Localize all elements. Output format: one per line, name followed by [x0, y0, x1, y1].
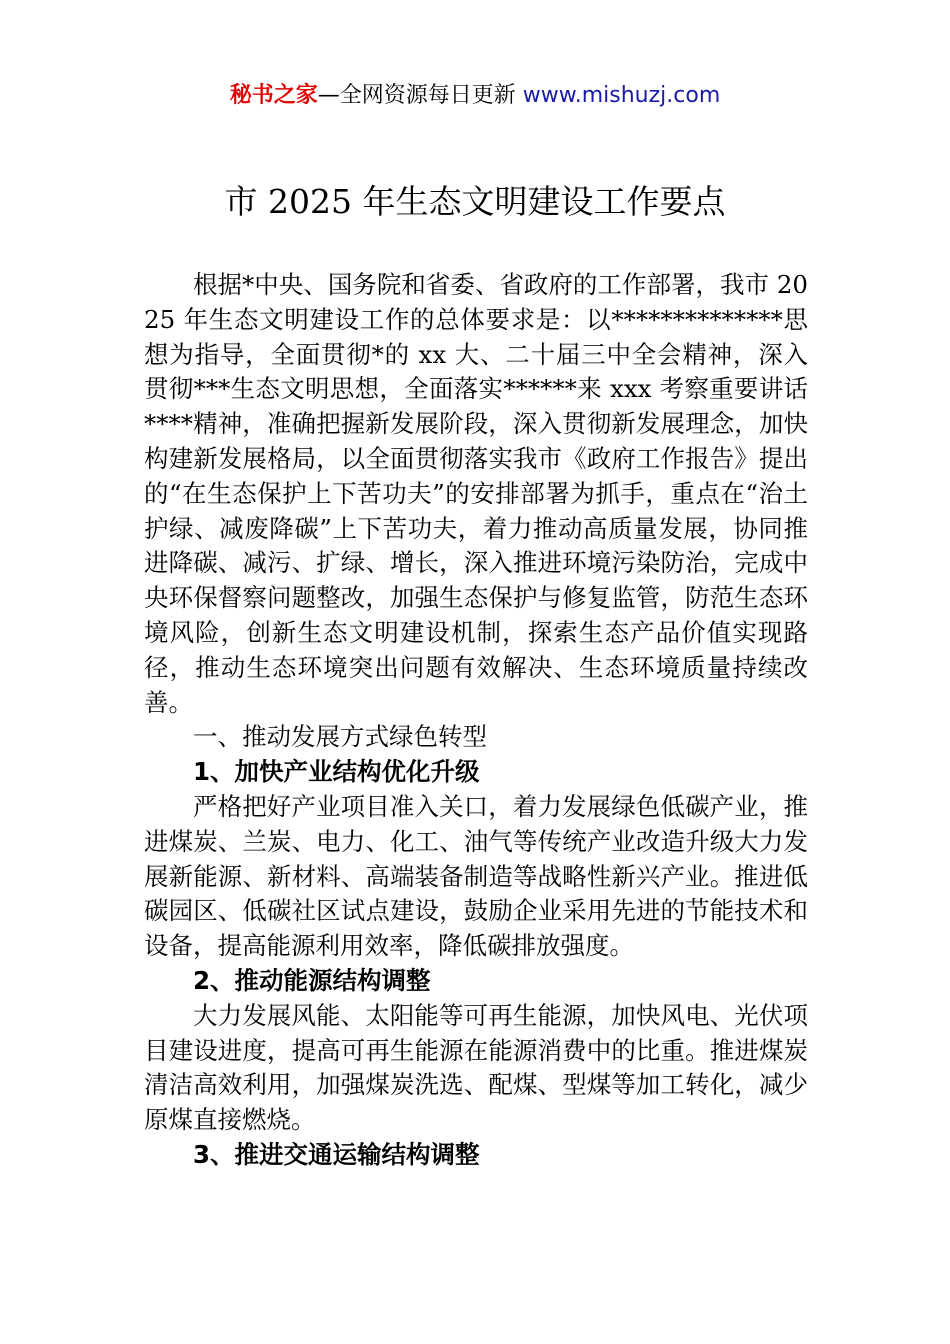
paragraph-1: 严格把好产业项目准入关口，着力发展绿色低碳产业，推进煤炭、兰炭、电力、化工、油气等传统产业改造升级大力发展新能源、新材料、高端装备制造等战略性新兴产业。推进低碳园区、低碳社区试点建设，鼓励企业采用先进的节能技术和设备，提高能源利用效率，降低碳排放强度。: [144, 791, 808, 961]
subheading-3: 3、推进交通运输结构调整: [193, 1139, 480, 1169]
document-title: 市 2025 年生态文明建设工作要点: [224, 182, 726, 221]
intro-paragraph: 根据*中央、国务院和省委、省政府的工作部署，我市 2025 年生态文明建设工作的总体要求是：以**************思想为指导，全面贯彻*的 xx 大、二十届三中全会精神，深入贯彻***生态文明思想，全面落实******来 xxx 考察重要讲话****精神，准确把握新发展阶段，深入贯彻新发展理念，加快构建新发展格局，以全面贯彻落实我市《政府工作报告》提出的“在生态保护上下苦功夫”的安排部署为抓手，重点在“治土护绿、减废降碳”上下苦功夫，着力推动高质量发展，协同推进降碳、减污、扩绿、增长，深入推进环境污染防治，完成中央环保督察问题整改，加强生态保护与修复监管，防范生态环境风险，创新生态文明建设机制，探索生态产品价值实现路径，推动生态环境突出问题有效解决、生态环境质量持续改善。: [144, 270, 808, 717]
subheading-2: 2、推动能源结构调整: [193, 965, 431, 995]
site-tagline: —全网资源每日更新: [317, 83, 523, 108]
site-url-link[interactable]: www.mishuzj.com: [522, 83, 721, 108]
paragraph-2: 大力发展风能、太阳能等可再生能源，加快风电、光伏项目建设进度，提高可再生能源在能源消费中的比重。推进煤炭清洁高效利用，加强煤炭洗选、配煤、型煤等加工转化，减少原煤直接燃烧。: [144, 1000, 808, 1135]
section-heading-1: 一、推动发展方式绿色转型: [193, 722, 487, 752]
document-body: [144, 268, 808, 1173]
site-brand: 秘书之家: [229, 83, 318, 108]
site-header: [0, 80, 950, 112]
subheading-1: 1、加快产业结构优化升级: [193, 757, 480, 787]
